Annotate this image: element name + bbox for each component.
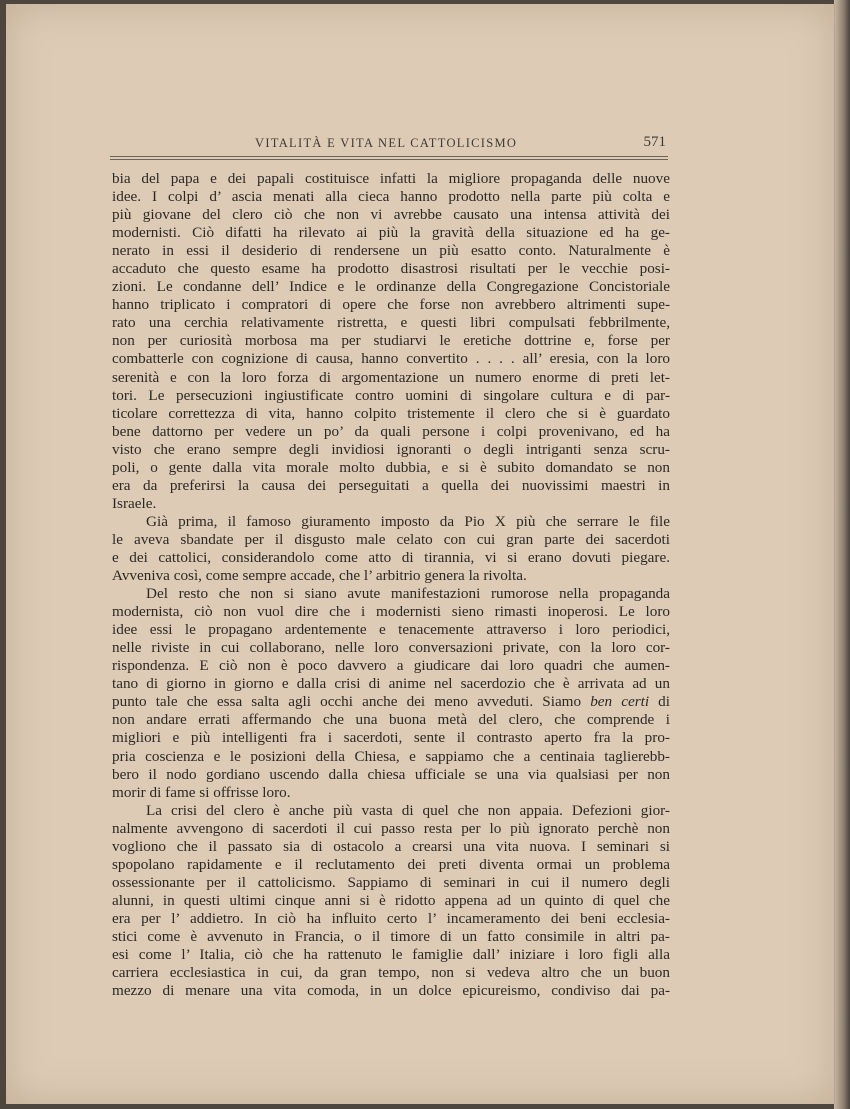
text-line: poli, o gente dalla vita morale molto dubbia, e si è subito domandato se non xyxy=(112,458,670,476)
text-line: stici come è avvenuto in Francia, o il timore di un fatto consimile in altri pa- xyxy=(112,927,670,945)
text-line: nelle riviste in cui collaborano, nelle loro conversazioni private, con la loro cor- xyxy=(112,639,670,657)
text-line: più giovane del clero ciò che non vi avrebbe causato una intensa attività dei xyxy=(112,206,670,224)
text-line: bene dattorno per vedere un po’ da quali persone i colpi provenivano, ed ha xyxy=(112,422,670,440)
text-line: e dei cattolici, considerandolo come atto di tirannia, vi si erano dovuti piegare. xyxy=(112,548,670,566)
text-line: non per curiosità morbosa ma per studiarvi le eretiche dottrine e, forse per xyxy=(112,332,670,350)
text-line: serenità e con la loro forza di argomentazione un numero enorme di preti let- xyxy=(112,368,670,386)
text-line: Avveniva così, come sempre accade, che l’ arbitrio genera la rivolta. xyxy=(112,567,527,585)
text-line: vogliono che il passato sia di ostacolo a crearsi una vita nuova. I seminari si xyxy=(112,837,670,855)
text-line: ossessionante per il cattolicismo. Sappiamo di seminari in cui il numero degli xyxy=(112,873,670,891)
text-line: morir di fame si offrisse loro. xyxy=(112,783,291,801)
text-line: hanno triplicato i compratori di opere che forse non avrebbero altrimenti supe- xyxy=(112,296,670,314)
text-line: rato una cerchia relativamente ristretta, e questi libri compulsati febbrilmente, xyxy=(112,314,670,332)
text-line: modernista, ciò non vuol dire che i modernisti sieno rimasti inoperosi. Le loro xyxy=(112,603,670,621)
text-line: rispondenza. E ciò non è poco davvero a giudicare dai loro quadri che aumen- xyxy=(112,657,670,675)
text-line: mezzo di menare una vita comoda, in un dolce epicureismo, condiviso dai pa- xyxy=(112,982,670,1000)
body-text xyxy=(112,170,670,1000)
text-line: idee essi le propagano ardentemente e tenacemente attraverso i loro periodici, xyxy=(112,621,670,639)
text-line: zioni. Le condanne dell’ Indice e le ordinanze della Congregazione Concistoriale xyxy=(112,278,670,296)
header-rule xyxy=(110,159,668,160)
text-line: alunni, in questi ultimi cinque anni si è ridotto appena ad un quinto di quel che xyxy=(112,891,670,909)
text-line: visto che erano sempre degli invidiosi ignoranti o degli intriganti senza scru- xyxy=(112,440,670,458)
page-number: 571 xyxy=(643,134,666,150)
text-line: combatterle con cognizione di causa, hanno convertito . . . . all’ eresia, con la loro xyxy=(112,350,670,368)
text-line: nalmente avvengono di sacerdoti il cui passo resta per lo più ignorato perchè non xyxy=(112,819,670,837)
text-line: tori. Le persecuzioni ingiustificate contro uomini di singolare cultura e di par- xyxy=(112,386,670,404)
text-line: accaduto che questo esame ha prodotto disastrosi risultati per le vecchie posi- xyxy=(112,260,670,278)
text-line: Israele. xyxy=(112,494,157,512)
text-line xyxy=(112,693,670,711)
text-line: esi come l’ Italia, ciò che ha rattenuto le famiglie dall’ iniziare i loro figli alla xyxy=(112,946,670,964)
text-line: ticolare correttezza di vita, hanno colpito tristemente il clero che si è guardato xyxy=(112,404,670,422)
text-line: Già prima, il famoso giuramento imposto da Pio X più che serrare le file xyxy=(146,512,670,530)
text-line: le aveva sbandate per il disgusto male celato con cui gran parte dei sacerdoti xyxy=(112,530,670,548)
page-edge xyxy=(834,0,850,1109)
text-line: era da preferirsi la causa dei perseguitati a quella dei nuovissimi maestri in xyxy=(112,476,670,494)
header-rule xyxy=(110,156,668,157)
italic-phrase: ben certi xyxy=(590,693,650,711)
text-line: La crisi del clero è anche più vasta di quel che non appaia. Defezioni gior- xyxy=(146,801,670,819)
page-header xyxy=(110,134,668,156)
text-line: modernisti. Ciò difatti ha rilevato ai più la gravità della situazione ed ha ge- xyxy=(112,224,670,242)
text-line: spopolano rapidamente e il reclutamento dei preti diventa ormai un problema xyxy=(112,855,670,873)
text-line: non andare errati affermando che una buona metà del clero, che comprende i xyxy=(112,711,670,729)
running-title: VITALITÀ E VITA NEL CATTOLICISMO xyxy=(255,136,518,150)
text-line: idee. I colpi d’ ascia menati alla cieca hanno prodotto nella parte più colta e xyxy=(112,188,670,206)
text-line: era per l’ addietro. In ciò ha influito certo l’ incameramento dei beni ecclesia- xyxy=(112,909,670,927)
text-line: Del resto che non si siano avute manifestazioni rumorose nella propaganda xyxy=(146,585,670,603)
text-line: carriera ecclesiastica in cui, da gran tempo, non si vedeva altro che un buon xyxy=(112,964,670,982)
text-segment: punto tale che essa salta agli occhi anche dei meno avveduti. Siamo xyxy=(112,693,591,711)
text-line: pria coscienza e le posizioni della Chiesa, e sappiamo che a centinaia taglierebb- xyxy=(112,747,670,765)
text-line: nerato in essi il desiderio di rendersene un più esatto conto. Naturalmente è xyxy=(112,242,670,260)
text-line: bero il nodo gordiano uscendo dalla chiesa ufficiale se una via qualsiasi per non xyxy=(112,765,670,783)
text-line: migliori e più intelligenti fra i sacerdoti, sente il contrasto aperto fra la pro- xyxy=(112,729,670,747)
text-line: bia del papa e dei papali costituisce infatti la migliore propaganda delle nuove xyxy=(112,170,670,187)
text-segment: di xyxy=(649,693,670,711)
text-line: tano di giorno in giorno e dalla crisi di anime nel sacerdozio che è arrivata ad un xyxy=(112,675,670,693)
